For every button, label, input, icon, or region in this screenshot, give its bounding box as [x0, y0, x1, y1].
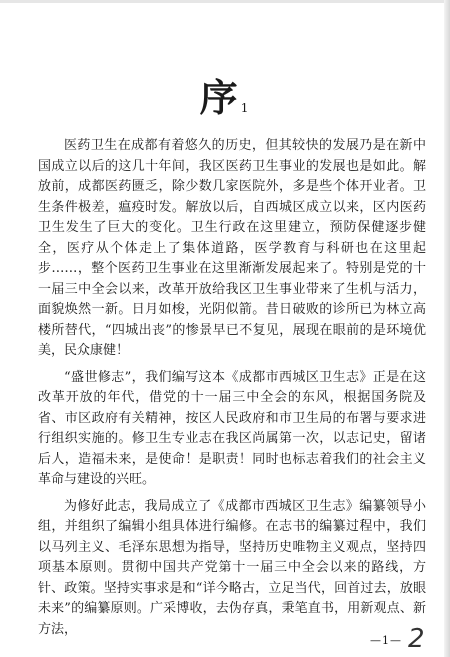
- page-title: [0, 76, 450, 120]
- handwritten-page-mark: 2: [408, 624, 425, 654]
- title-superscript: 1: [240, 101, 251, 115]
- title-text: 序: [199, 75, 240, 120]
- page-number: —1—: [370, 634, 402, 647]
- paragraph-1: 医药卫生在成都有着悠久的历史，但其较快的发展乃是在新中国成立以后的这几十年间，我区医药卫生事业的发展也是如此。解放前，成都医药匮乏，除少数几家医院外，多是些个体开业者。卫生条件极差，瘟疫时发。解放以后，自西城区成立以来，区内医药卫生发生了巨大的变化。卫生行政在这里建立，预防保健逐步健全，医疗从个体走上了集体道路，医学教育与科研也在这里起步……，整个医药卫生事业在这里渐渐发展起来了。特别是党的十一届三中全会以来，改革开放给我区卫生事业带来了生机与活力，面貌焕然一新。日月如梭，光阴似箭。昔日破败的诊所已为林立高楼所替代，“四城出丧”的惨景早已不复见，展现在眼前的是环境优美，民众康健！: [38, 138, 426, 358]
- paragraph-2: “盛世修志”，我们编写这本《成都市西城区卫生志》正是在这改革开放的年代，借党的十一届三中全会的东风，根据国务院及省、市区政府有关精神，按区人民政府和市卫生局的布署与要求进行组织实施的。修卫生专业志在我区尚属第一次，以志记史，留诸后人，造福未来，是使命！是职责！同时也标志着我们的社会主义革命与建设的兴旺。: [38, 369, 426, 487]
- preface-body: [38, 136, 426, 642]
- scan-border-top: [0, 0, 450, 3]
- paragraph-3: 为修好此志，我局成立了《成都市西城区卫生志》编纂领导小组，并组织了编辑小组具体进行编修。在志书的编纂过程中，我们以马列主义、毛泽东思想为指导，坚持历史唯物主义观点，坚持四项基本原则。贯彻中国共产党第十一届三中全会以来的路线，方针、政策。坚持实事求是和“详今略古，立足当代，回首过去，放眼未来”的编纂原则。广采博收，去伪存真，秉笔直书，用新观点、新方法，: [38, 498, 426, 637]
